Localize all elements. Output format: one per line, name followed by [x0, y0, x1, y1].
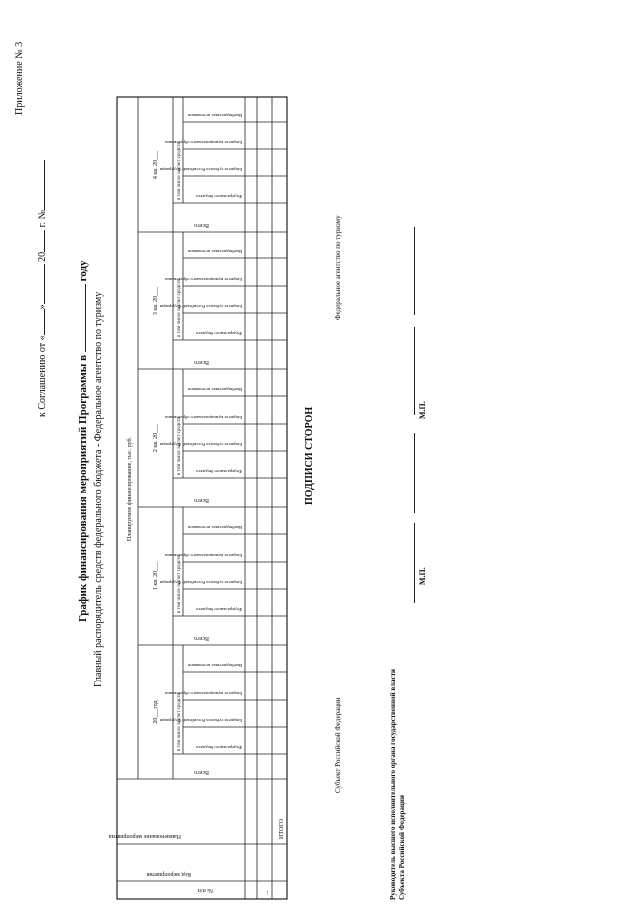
- right-signature-line: [414, 327, 415, 415]
- source-federal-q2: Федерального бюджета: [196, 469, 242, 474]
- col-code-header: Код мероприятия: [146, 871, 191, 877]
- source-municipal-q3: Бюджета муниципального образования: [165, 277, 242, 282]
- agreement-reference: к Соглашению от «» 20 г. №: [37, 160, 48, 417]
- signatures-heading: ПОДПИСИ СТОРОН: [304, 406, 315, 505]
- period-q1: 1 кв. 20___: [153, 561, 159, 591]
- total-label-q2: Всего: [194, 497, 209, 503]
- source-extra-q2: Внебюджетных источников: [188, 387, 242, 392]
- source-municipal-q2: Бюджета муниципального образования: [165, 415, 242, 420]
- source-extra-q3: Внебюджетных источников: [188, 249, 242, 254]
- planned-header: Планируемое финансирование, тыс. руб.: [127, 436, 133, 542]
- source-region-q3: Бюджета субъекта Российской Федерации: [159, 304, 242, 309]
- right-mp: М.П.: [418, 401, 427, 419]
- source-region-q4: Бюджета субъекта Российской Федерации: [159, 167, 242, 172]
- source-extra-q1: Внебюджетных источников: [188, 525, 242, 530]
- left-party: Субъект Российской Федерации: [334, 697, 342, 793]
- source-municipal-q4: Бюджета муниципального образования: [165, 140, 242, 145]
- source-federal-q4: Федерального бюджета: [196, 194, 242, 199]
- source-extra-year: Внебюджетных источников: [188, 663, 242, 668]
- source-federal-q3: Федерального бюджета: [196, 331, 242, 336]
- period-q3: 3 кв. 20___: [153, 286, 159, 316]
- left-name-line: [414, 433, 415, 513]
- document-title: График финансирования мероприятий Программы в году: [77, 260, 89, 622]
- source-region-q2: Бюджета субъекта Российской Федерации: [159, 442, 242, 447]
- left-mp: М.П.: [418, 567, 427, 585]
- including-label-q2: в том числе за счет средств: [177, 417, 182, 475]
- total-label-year: Всего: [194, 769, 209, 775]
- document-subtitle: Главный распорядитель средств федерального бюджета - Федеральное агентство по туризму: [93, 291, 104, 687]
- left-position-1: Руководитель высшего исполнительного органа государственной власти: [389, 668, 397, 900]
- financing-table: [108, 97, 287, 899]
- including-label-q3: в том числе за счет средств: [177, 279, 182, 337]
- source-region-q1: Бюджета субъекта Российской Федерации: [159, 580, 242, 585]
- total-label-q1: Всего: [194, 635, 209, 641]
- source-extra-q4: Внебюджетных источников: [188, 113, 242, 118]
- source-municipal-year: Бюджета муниципального образования: [165, 691, 242, 696]
- source-federal-year: Федерального бюджета: [196, 745, 242, 750]
- total-row-label: ИТОГО: [279, 819, 285, 839]
- including-label-q4: в том числе за счет средств: [177, 142, 182, 200]
- source-municipal-q1: Бюджета муниципального образования: [165, 553, 242, 558]
- total-label-q3: Всего: [194, 359, 209, 365]
- col-num-header: № п/п: [197, 887, 213, 893]
- total-label-q4: Всего: [194, 222, 209, 228]
- source-region-year: Бюджета субъекта Российской Федерации: [159, 718, 242, 723]
- annex-label: Приложение № 3: [14, 41, 25, 115]
- period-year: 20___год: [153, 700, 159, 724]
- period-q4: 4 кв. 20___: [153, 150, 159, 180]
- left-position-2: Субъекта Российской Федерации: [398, 795, 406, 900]
- including-label-year: в том числе за счет средств: [177, 693, 182, 751]
- period-q2: 2 кв. 20___: [153, 423, 159, 453]
- col-name-header: Наименование мероприятия: [108, 833, 181, 839]
- right-party: Федеральное агентство по туризму: [334, 215, 342, 320]
- row-dots: ...: [264, 890, 270, 895]
- source-federal-q1: Федерального бюджета: [196, 607, 242, 612]
- including-label-q1: в том числе за счет средств: [177, 555, 182, 613]
- right-name-line: [414, 227, 415, 315]
- left-signature-line: [414, 523, 415, 603]
